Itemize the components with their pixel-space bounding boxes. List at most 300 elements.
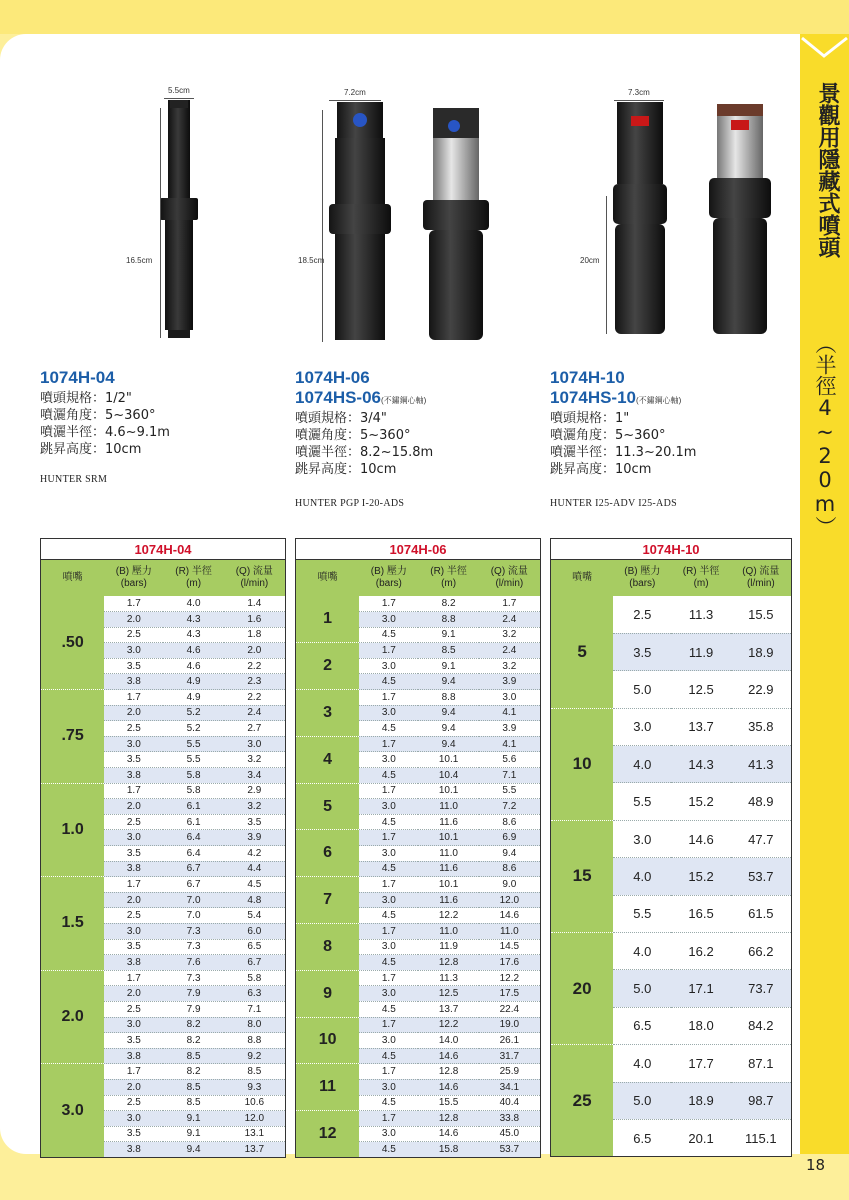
pressure-cell: 4.5 — [359, 1048, 418, 1064]
radius-cell: 10.1 — [418, 830, 478, 846]
flow-cell: 2.4 — [224, 705, 286, 721]
pressure-cell: 1.7 — [359, 877, 418, 893]
flow-cell: 34.1 — [479, 1079, 541, 1095]
flow-cell: 4.1 — [479, 736, 541, 752]
flow-cell: 14.6 — [479, 908, 541, 924]
flow-cell: 2.4 — [479, 643, 541, 659]
flow-cell: 1.8 — [224, 627, 286, 643]
pressure-cell: 3.5 — [104, 1033, 163, 1049]
flow-cell: 2.2 — [224, 690, 286, 706]
pressure-cell: 3.0 — [359, 1033, 418, 1049]
radius-cell: 8.2 — [418, 596, 478, 612]
radius-cell: 12.5 — [671, 671, 730, 708]
radius-cell: 11.9 — [418, 939, 478, 955]
flow-cell: 3.2 — [224, 799, 286, 815]
radius-cell: 8.8 — [418, 612, 478, 628]
pressure-cell: 3.0 — [359, 799, 418, 815]
product-model-note: (不鏽鋼心軸) — [636, 396, 682, 405]
pressure-cell: 4.5 — [359, 768, 418, 784]
flow-cell: 7.1 — [224, 1001, 286, 1017]
pressure-cell: 3.0 — [359, 892, 418, 908]
flow-cell: 73.7 — [731, 970, 792, 1007]
product-specs — [550, 410, 696, 478]
flow-cell: 98.7 — [731, 1082, 792, 1119]
flow-cell: 3.9 — [224, 830, 286, 846]
radius-cell: 18.9 — [671, 1082, 730, 1119]
radius-cell: 7.3 — [163, 939, 223, 955]
radius-cell: 12.8 — [418, 1064, 478, 1080]
radius-cell: 9.4 — [163, 1142, 223, 1158]
radius-cell: 15.2 — [671, 783, 730, 820]
flow-cell: 10.6 — [224, 1095, 286, 1111]
radius-cell: 6.4 — [163, 830, 223, 846]
pressure-cell: 3.5 — [613, 633, 671, 670]
header-flow-label: (Q) 流量 — [742, 566, 780, 577]
pressure-cell: 3.0 — [104, 923, 163, 939]
flow-cell: 22.4 — [479, 1001, 541, 1017]
flow-cell: 7.2 — [479, 799, 541, 815]
flow-cell: 15.5 — [731, 596, 792, 633]
flow-cell: 8.6 — [479, 861, 541, 877]
radius-cell: 7.9 — [163, 1001, 223, 1017]
flow-cell: 3.2 — [479, 658, 541, 674]
table-row — [296, 596, 541, 612]
radius-cell: 11.0 — [418, 799, 478, 815]
pressure-cell: 3.8 — [104, 674, 163, 690]
pressure-cell: 3.0 — [359, 1079, 418, 1095]
flow-cell: 3.4 — [224, 768, 286, 784]
table-title-row — [551, 539, 792, 560]
nozzle-cell: 10 — [551, 708, 614, 820]
width-dim-line — [329, 100, 381, 101]
radius-cell: 4.9 — [163, 690, 223, 706]
flow-cell: 5.8 — [224, 970, 286, 986]
radius-cell: 8.2 — [163, 1064, 223, 1080]
radius-cell: 5.8 — [163, 768, 223, 784]
product-brand: HUNTER SRM — [40, 474, 108, 485]
header-flow — [224, 560, 286, 597]
nozzle-cell: 5 — [551, 596, 614, 708]
header-pressure-unit: (bars) — [629, 578, 656, 589]
height-dim-line — [606, 196, 607, 334]
flow-cell: 4.5 — [224, 877, 286, 893]
table-row — [296, 690, 541, 706]
sprinkler-1074h-06-image — [325, 100, 495, 346]
radius-cell: 18.0 — [671, 1007, 730, 1044]
pressure-cell: 6.5 — [613, 1007, 671, 1044]
flow-cell: 5.6 — [479, 752, 541, 768]
pressure-cell: 3.0 — [359, 1126, 418, 1142]
pressure-cell: 2.5 — [104, 908, 163, 924]
spec-radius: 噴灑半徑：11.3~20.1m — [550, 445, 697, 460]
flow-cell: 3.9 — [479, 674, 541, 690]
nozzle-cell: 3.0 — [41, 1064, 105, 1158]
radius-cell: 5.2 — [163, 721, 223, 737]
performance-table-1074h-04 — [40, 538, 286, 1158]
pressure-cell: 3.0 — [613, 708, 671, 745]
nozzle-cell: 12 — [296, 1111, 360, 1158]
pressure-cell: 4.0 — [613, 1045, 671, 1082]
radius-cell: 6.7 — [163, 861, 223, 877]
pressure-cell: 1.7 — [359, 736, 418, 752]
table-header-row — [296, 560, 541, 597]
radius-cell: 14.0 — [418, 1033, 478, 1049]
pressure-cell: 3.5 — [104, 1126, 163, 1142]
height-dim-line — [160, 108, 161, 338]
flow-cell: 26.1 — [479, 1033, 541, 1049]
flow-cell: 35.8 — [731, 708, 792, 745]
flow-cell: 2.4 — [479, 612, 541, 628]
pressure-cell: 1.7 — [359, 596, 418, 612]
radius-cell: 7.0 — [163, 892, 223, 908]
radius-cell: 11.0 — [418, 846, 478, 862]
spec-angle: 噴灑角度：5~360° — [295, 428, 411, 443]
page-number: 18 — [806, 1156, 826, 1174]
table-row — [296, 783, 541, 799]
pressure-cell: 4.5 — [359, 1142, 418, 1158]
table-row — [296, 830, 541, 846]
flow-cell: 6.7 — [224, 955, 286, 971]
pressure-cell: 3.8 — [104, 768, 163, 784]
header-flow-unit: (l/min) — [495, 578, 524, 589]
pressure-cell: 3.0 — [359, 612, 418, 628]
radius-cell: 12.5 — [418, 986, 478, 1002]
radius-cell: 9.4 — [418, 721, 478, 737]
nozzle-cell: 6 — [296, 830, 360, 877]
flow-cell: 33.8 — [479, 1111, 541, 1127]
radius-cell: 8.5 — [418, 643, 478, 659]
nozzle-cell: 3 — [296, 690, 360, 737]
header-pressure — [104, 560, 163, 597]
radius-cell: 9.4 — [418, 705, 478, 721]
pressure-cell: 4.5 — [359, 1001, 418, 1017]
product-brand: HUNTER I25-ADV I25-ADS — [550, 498, 677, 509]
table-row — [296, 1111, 541, 1127]
radius-cell: 9.1 — [163, 1126, 223, 1142]
radius-cell: 7.3 — [163, 923, 223, 939]
flow-cell: 8.6 — [479, 814, 541, 830]
table-title-row — [296, 539, 541, 560]
radius-cell: 11.3 — [418, 970, 478, 986]
pressure-cell: 3.0 — [104, 736, 163, 752]
flow-cell: 3.9 — [479, 721, 541, 737]
flow-cell: 13.7 — [224, 1142, 286, 1158]
flow-cell: 3.0 — [224, 736, 286, 752]
pressure-cell: 6.5 — [613, 1119, 671, 1156]
table-header-row — [41, 560, 286, 597]
radius-cell: 5.8 — [163, 783, 223, 799]
pressure-cell: 2.0 — [104, 799, 163, 815]
flow-cell: 8.8 — [224, 1033, 286, 1049]
flow-cell: 6.0 — [224, 923, 286, 939]
flow-cell: 47.7 — [731, 820, 792, 857]
radius-cell: 17.1 — [671, 970, 730, 1007]
radius-cell: 8.5 — [163, 1048, 223, 1064]
pressure-cell: 2.5 — [104, 1095, 163, 1111]
radius-cell: 4.9 — [163, 674, 223, 690]
pressure-cell: 3.0 — [359, 705, 418, 721]
pressure-cell: 3.8 — [104, 955, 163, 971]
spec-radius: 噴灑半徑：4.6~9.1m — [40, 425, 170, 440]
nozzle-cell: .75 — [41, 690, 105, 784]
pressure-cell: 1.7 — [104, 690, 163, 706]
spec-angle: 噴灑角度：5~360° — [40, 408, 156, 423]
pressure-cell: 5.0 — [613, 671, 671, 708]
header-pressure-label: (B) 壓力 — [115, 566, 152, 577]
radius-cell: 4.6 — [163, 643, 223, 659]
chevron-down-icon — [800, 34, 849, 64]
flow-cell: 6.9 — [479, 830, 541, 846]
pressure-cell: 3.0 — [104, 643, 163, 659]
sprinkler-1074h-04-image — [160, 98, 206, 342]
pressure-cell: 2.0 — [104, 892, 163, 908]
pressure-cell: 3.5 — [104, 939, 163, 955]
table-title: 1074H-04 — [41, 539, 286, 560]
table-row — [41, 970, 286, 986]
header-radius-label: (R) 半徑 — [430, 566, 467, 577]
nozzle-cell: 20 — [551, 933, 614, 1045]
product-model: 1074H-04 — [40, 368, 115, 387]
radius-cell: 5.5 — [163, 752, 223, 768]
pressure-cell: 5.0 — [613, 970, 671, 1007]
radius-cell: 5.2 — [163, 705, 223, 721]
radius-cell: 14.3 — [671, 746, 730, 783]
pressure-cell: 3.0 — [359, 658, 418, 674]
flow-cell: 53.7 — [731, 858, 792, 895]
header-radius — [671, 560, 730, 597]
nozzle-cell: .50 — [41, 596, 105, 690]
radius-cell: 9.1 — [418, 627, 478, 643]
table-row — [551, 820, 792, 857]
header-pressure-label: (B) 壓力 — [370, 566, 407, 577]
flow-cell: 53.7 — [479, 1142, 541, 1158]
flow-cell: 3.5 — [224, 814, 286, 830]
table-row — [41, 783, 286, 799]
table-row — [551, 933, 792, 970]
flow-cell: 2.2 — [224, 658, 286, 674]
table-row — [296, 1064, 541, 1080]
product-brand: HUNTER PGP I-20-ADS — [295, 498, 405, 509]
pressure-cell: 1.7 — [104, 596, 163, 612]
pressure-cell: 2.5 — [613, 596, 671, 633]
radius-cell: 16.5 — [671, 895, 730, 932]
flow-cell: 40.4 — [479, 1095, 541, 1111]
pressure-cell: 2.5 — [104, 721, 163, 737]
pressure-cell: 1.7 — [359, 1111, 418, 1127]
radius-cell: 9.1 — [418, 658, 478, 674]
nozzle-cell: 4 — [296, 736, 360, 783]
pressure-cell: 3.0 — [359, 986, 418, 1002]
radius-cell: 10.1 — [418, 783, 478, 799]
pressure-cell: 4.5 — [359, 908, 418, 924]
radius-cell: 6.1 — [163, 799, 223, 815]
height-dimension: 18.5cm — [298, 256, 325, 265]
table-row — [551, 708, 792, 745]
radius-cell: 12.8 — [418, 955, 478, 971]
radius-cell: 17.7 — [671, 1045, 730, 1082]
flow-cell: 4.8 — [224, 892, 286, 908]
header-radius-label: (R) 半徑 — [682, 566, 720, 577]
pressure-cell: 2.0 — [104, 705, 163, 721]
nozzle-cell: 1.0 — [41, 783, 105, 877]
flow-cell: 2.3 — [224, 674, 286, 690]
nozzle-cell: 7 — [296, 877, 360, 924]
pressure-cell: 3.8 — [104, 1142, 163, 1158]
radius-cell: 7.0 — [163, 908, 223, 924]
flow-cell: 17.5 — [479, 986, 541, 1002]
radius-cell: 4.3 — [163, 627, 223, 643]
radius-cell: 11.9 — [671, 633, 730, 670]
flow-cell: 9.0 — [479, 877, 541, 893]
header-radius — [163, 560, 223, 597]
table-row — [41, 690, 286, 706]
width-dim-line — [164, 98, 194, 99]
pressure-cell: 1.7 — [104, 970, 163, 986]
pressure-cell: 1.7 — [104, 877, 163, 893]
flow-cell: 87.1 — [731, 1045, 792, 1082]
header-radius-unit: (m) — [693, 578, 709, 589]
flow-cell: 4.2 — [224, 846, 286, 862]
radius-cell: 4.3 — [163, 612, 223, 628]
radius-cell: 8.5 — [163, 1079, 223, 1095]
radius-cell: 9.1 — [163, 1111, 223, 1127]
flow-cell: 5.5 — [479, 783, 541, 799]
pressure-cell: 4.5 — [359, 1095, 418, 1111]
header-radius — [418, 560, 478, 597]
header-pressure-unit: (bars) — [120, 578, 147, 589]
table-row — [41, 596, 286, 612]
flow-cell: 18.9 — [731, 633, 792, 670]
header-flow-label: (Q) 流量 — [235, 566, 273, 577]
flow-cell: 14.5 — [479, 939, 541, 955]
spec-size: 噴頭規格：1" — [550, 411, 630, 426]
radius-cell: 7.3 — [163, 970, 223, 986]
pressure-cell: 1.7 — [359, 690, 418, 706]
radius-cell: 14.6 — [418, 1048, 478, 1064]
product-model: 1074H-06 — [295, 368, 370, 387]
performance-table-1074h-10 — [550, 538, 792, 1157]
spec-angle: 噴灑角度：5~360° — [550, 428, 666, 443]
radius-cell: 20.1 — [671, 1119, 730, 1156]
header-nozzle: 噴嘴 — [41, 560, 105, 597]
table-row — [296, 643, 541, 659]
radius-cell: 12.8 — [418, 1111, 478, 1127]
performance-table-1074h-06 — [295, 538, 541, 1158]
header-radius-unit: (m) — [441, 578, 457, 589]
nozzle-cell: 2.0 — [41, 970, 105, 1064]
pressure-cell: 1.7 — [359, 783, 418, 799]
flow-cell: 8.0 — [224, 1017, 286, 1033]
radius-cell: 11.6 — [418, 814, 478, 830]
radius-cell: 11.0 — [418, 923, 478, 939]
pressure-cell: 3.5 — [104, 752, 163, 768]
flow-cell: 12.0 — [479, 892, 541, 908]
pressure-cell: 2.0 — [104, 986, 163, 1002]
radius-cell: 8.5 — [163, 1095, 223, 1111]
table-row — [551, 596, 792, 633]
pressure-cell: 3.8 — [104, 1048, 163, 1064]
product-model-alt — [550, 388, 681, 408]
pressure-cell: 3.0 — [359, 752, 418, 768]
flow-cell: 45.0 — [479, 1126, 541, 1142]
width-dimension: 7.3cm — [628, 88, 650, 97]
nozzle-cell: 9 — [296, 970, 360, 1017]
sprinkler-1074h-10-image — [603, 100, 783, 338]
pressure-cell: 3.0 — [104, 830, 163, 846]
flow-cell: 66.2 — [731, 933, 792, 970]
header-pressure — [613, 560, 671, 597]
radius-cell: 4.0 — [163, 596, 223, 612]
radius-cell: 14.6 — [418, 1079, 478, 1095]
header-pressure — [359, 560, 418, 597]
pressure-cell: 3.0 — [359, 939, 418, 955]
pressure-cell: 2.0 — [104, 1079, 163, 1095]
product-model-alt-name: 1074HS-10 — [550, 388, 637, 407]
pressure-cell: 5.5 — [613, 783, 671, 820]
flow-cell: 6.5 — [224, 939, 286, 955]
flow-cell: 9.3 — [224, 1079, 286, 1095]
pressure-cell: 1.7 — [359, 970, 418, 986]
flow-cell: 11.0 — [479, 923, 541, 939]
radius-cell: 11.3 — [671, 596, 730, 633]
pressure-cell: 4.0 — [613, 746, 671, 783]
pressure-cell: 3.0 — [104, 1111, 163, 1127]
page-border-bottom — [0, 1154, 849, 1200]
spec-radius: 噴灑半徑：8.2~15.8m — [295, 445, 434, 460]
nozzle-cell: 5 — [296, 783, 360, 830]
pressure-cell: 4.5 — [359, 955, 418, 971]
pressure-cell: 5.0 — [613, 1082, 671, 1119]
radius-cell: 11.6 — [418, 892, 478, 908]
flow-cell: 61.5 — [731, 895, 792, 932]
flow-cell: 4.4 — [224, 861, 286, 877]
pressure-cell: 4.5 — [359, 721, 418, 737]
pressure-cell: 4.5 — [359, 814, 418, 830]
flow-cell: 17.6 — [479, 955, 541, 971]
pressure-cell: 1.7 — [359, 923, 418, 939]
header-flow — [479, 560, 541, 597]
pressure-cell: 3.8 — [104, 861, 163, 877]
nozzle-cell: 15 — [551, 820, 614, 932]
nozzle-cell: 8 — [296, 923, 360, 970]
flow-cell: 84.2 — [731, 1007, 792, 1044]
pressure-cell: 3.0 — [104, 1017, 163, 1033]
table-row — [41, 1064, 286, 1080]
pressure-cell: 4.0 — [613, 933, 671, 970]
flow-cell: 2.0 — [224, 643, 286, 659]
pressure-cell: 2.5 — [104, 1001, 163, 1017]
flow-cell: 1.7 — [479, 596, 541, 612]
section-title: 景觀用隱藏式噴頭 — [815, 82, 840, 258]
radius-cell: 4.6 — [163, 658, 223, 674]
product-model-alt — [295, 388, 426, 408]
flow-cell: 1.6 — [224, 612, 286, 628]
pressure-cell: 2.0 — [104, 612, 163, 628]
header-radius-unit: (m) — [186, 578, 202, 589]
table-row — [296, 877, 541, 893]
pressure-cell: 4.5 — [359, 627, 418, 643]
radius-cell: 7.9 — [163, 986, 223, 1002]
flow-cell: 2.9 — [224, 783, 286, 799]
spec-popup: 跳昇高度：10cm — [40, 442, 142, 457]
width-dimension: 5.5cm — [168, 86, 190, 95]
header-radius-label: (R) 半徑 — [175, 566, 212, 577]
radius-cell: 14.6 — [671, 820, 730, 857]
nozzle-cell: 2 — [296, 643, 360, 690]
header-nozzle: 噴嘴 — [551, 560, 614, 597]
flow-cell: 9.2 — [224, 1048, 286, 1064]
table-title: 1074H-10 — [551, 539, 792, 560]
